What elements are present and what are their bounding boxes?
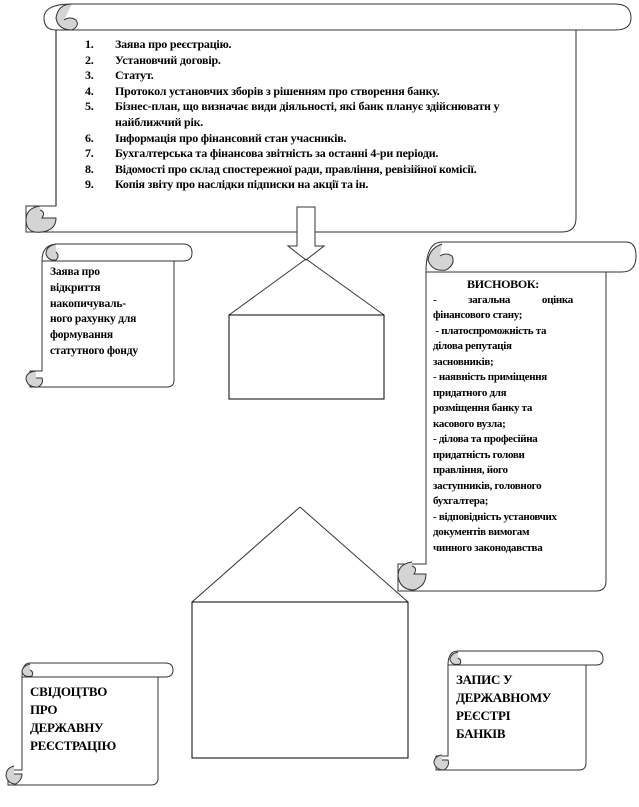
conclusion-title: ВИСНОВОК: <box>466 277 539 291</box>
documents-list <box>80 37 580 193</box>
account-scroll-text: Заява про відкриття накопичуваль- ного рахунку для формування статутного фонду <box>50 266 138 357</box>
list-item: 1. Заява про реєстрацію. <box>85 37 232 51</box>
list-item: 3. Статут. <box>85 68 154 83</box>
register-scroll-text: ЗАПИС У ДЕРЖАВНОМУ РЕЄСТРІ БАНКІВ <box>456 672 552 741</box>
house-small <box>229 259 384 399</box>
list-item: 8. Відомості про склад спостережної ради, правління, ревізійної комісії. <box>85 161 477 176</box>
list-item: 5. Бізнес-план, що визначає види діяльності, які банк планує здійснювати у найближчий рік. <box>85 99 500 129</box>
list-item: 6. Інформація про фінансовий стан учасників. <box>85 130 347 145</box>
list-item: 9. Копія звіту про наслідки підписки на акції та ін. <box>85 177 369 192</box>
certificate-scroll-text: СВІДОЦТВО ПРО ДЕРЖАВНУ РЕЄСТРАЦІЮ <box>30 684 116 753</box>
list-item: 2. Установчий договір. <box>85 52 221 67</box>
list-item: 7. Бухгалтерська та фінансова звітність за останні 4-ри періоди. <box>85 146 439 161</box>
house-large <box>192 507 408 758</box>
conclusion-scroll-text: ВИСНОВОК: - загальна оцінка фінансового стану; - платоспроможність та ділова репутація засновників; - наявність приміщення придатного для розміщення банку та касового вузла; - ділова та професійна придатність голови правління, його заступників, головного бухгалтера; - відповідність установчих документів вимогам чинного законодавства <box>433 277 573 554</box>
curl-icon <box>6 766 22 784</box>
list-item: 4. Протокол установчих зборів з рішенням про створення банку. <box>85 83 440 98</box>
